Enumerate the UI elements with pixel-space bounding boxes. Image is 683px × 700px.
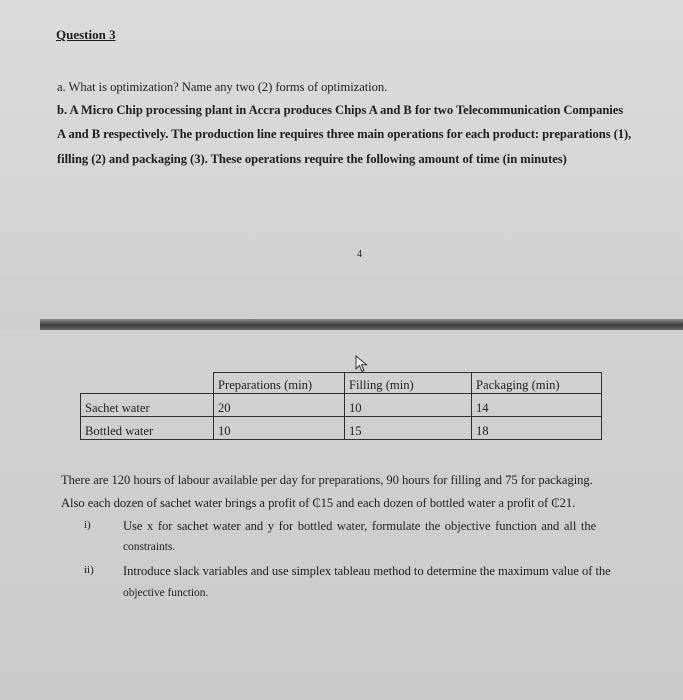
- table-cell: 18: [472, 417, 602, 440]
- part-a-text: a. What is optimization? Name any two (2) forms of optimization.: [57, 80, 388, 94]
- page-number: 4: [357, 249, 362, 260]
- profit-text: Also each dozen of sachet water brings a profit of ₵15 and each dozen of bottled water a profit of ₵21.: [61, 496, 576, 510]
- table-cell: 14: [472, 394, 602, 417]
- table-header-row: [81, 373, 602, 394]
- item-ii-line-2: objective function.: [123, 587, 209, 599]
- table-cell: 15: [345, 417, 472, 440]
- page-fold-divider: [40, 319, 683, 330]
- item-ii-line-1: Introduce slack variables and use simplex tableau method to determine the maximum value of the: [123, 564, 611, 578]
- item-i-line-2: constraints.: [123, 541, 176, 553]
- table-row: [81, 394, 602, 417]
- part-b-line-2: A and B respectively. The production line requires three main operations for each product: preparations (1),: [57, 127, 632, 141]
- table-cell: Sachet water: [81, 394, 214, 417]
- table-cell: Bottled water: [81, 417, 214, 440]
- table-header-cell: Packaging (min): [472, 373, 602, 394]
- table-header-cell: Filling (min): [345, 373, 472, 394]
- part-b-line-3: filling (2) and packaging (3). These operations require the following amount of time (in minutes): [57, 152, 567, 166]
- question-title: Question 3: [56, 27, 116, 42]
- table-row: [81, 417, 602, 440]
- table-header-cell: [81, 373, 214, 394]
- mouse-cursor-icon: [355, 355, 369, 373]
- table-cell: 10: [345, 394, 472, 417]
- table-cell: 10: [214, 417, 345, 440]
- item-i-line-1: Use x for sachet water and y for bottled water, formulate the objective function and all the: [123, 519, 597, 533]
- item-label-i: i): [84, 519, 91, 531]
- labour-hours-text: There are 120 hours of labour available per day for preparations, 90 hours for filling and 75 for packaging.: [61, 473, 593, 487]
- table-header-cell: Preparations (min): [214, 373, 345, 394]
- item-label-ii: ii): [84, 564, 94, 576]
- part-b-line-1: b. A Micro Chip processing plant in Accra produces Chips A and B for two Telecommunication Companies: [57, 103, 624, 117]
- table-cell: 20: [214, 394, 345, 417]
- operations-time-table: [80, 372, 602, 440]
